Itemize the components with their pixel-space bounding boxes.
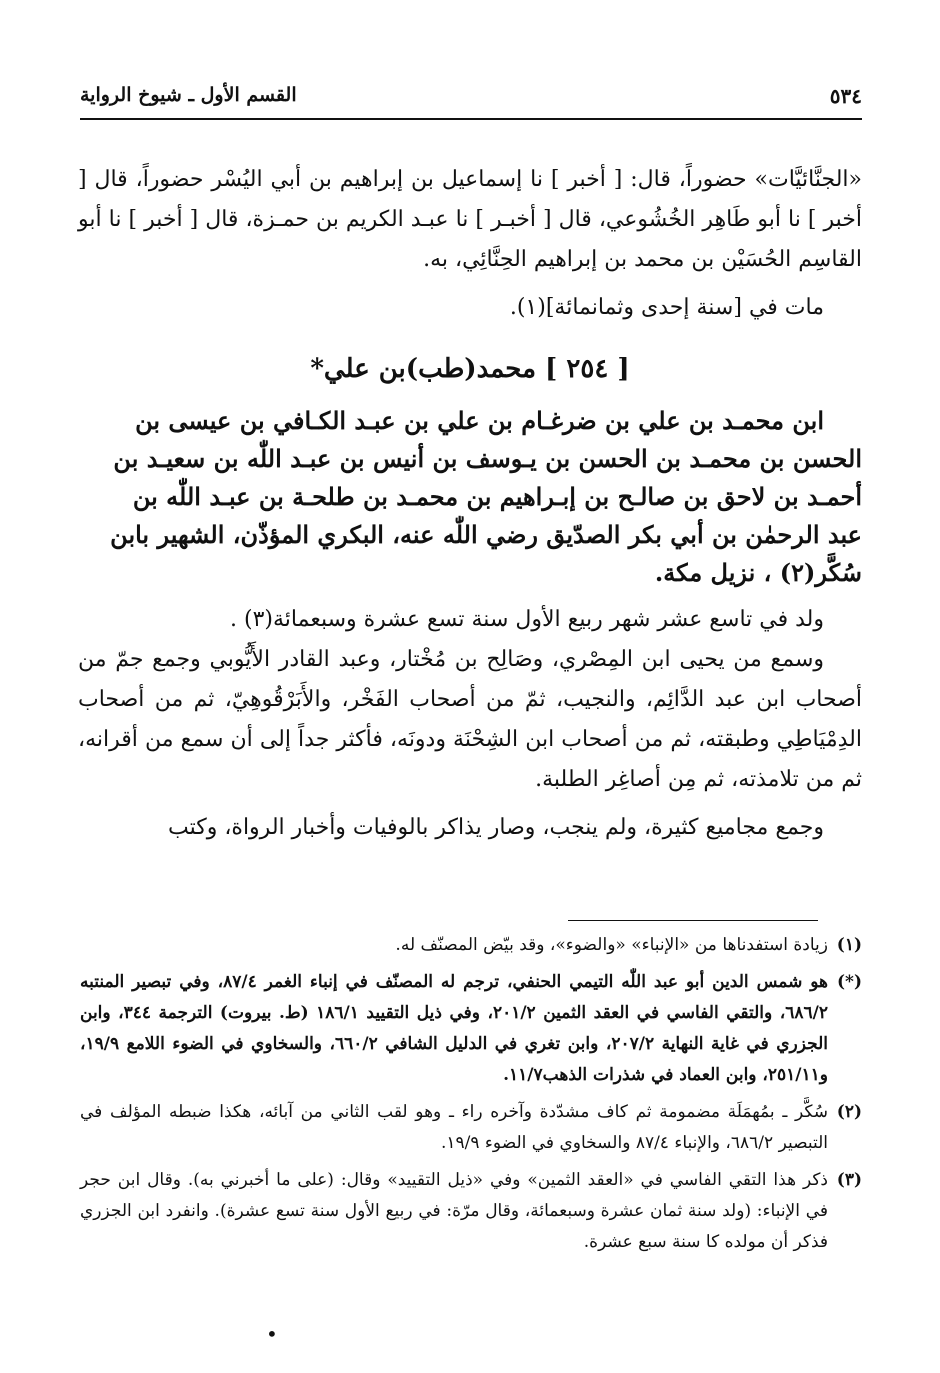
footnote xyxy=(80,1165,862,1258)
bio-line: سُكَّر(٢) ، نزيل مكة. xyxy=(654,558,862,587)
last-line: وجمع مجاميع كثيرة، ولم ينجب، وصار يذاكر بالوفيات وأخبار الرواة، وكتب xyxy=(167,815,824,840)
footnote-mark: (*) xyxy=(837,972,862,992)
continuation-paragraph: «الجنَّائيَّات» حضوراً، قال: [ أخبر ] نا إسماعيل بن إبراهيم بن أبي اليُسْر حضوراً، قال [ أخبر ] نا أبو طَاهِر الخُشُوعي، قال [ أخبـر ] نا عبـد الكريم بن حمـزة، قال [ أخبر ] نا أبو القاسِم الحُسَيْن بن محمد بن إبراهيم الحِنَّائِي، به. xyxy=(78,167,862,272)
footnote-divider xyxy=(568,920,818,921)
biography-name-block xyxy=(78,402,862,592)
main-text xyxy=(78,160,862,848)
footnote xyxy=(80,930,862,961)
death-line: مات في [سنة إحدى وثمانمائة](١). xyxy=(509,295,824,320)
birth-line: ولد في تاسع عشر شهر ربيع الأول سنة تسع عشرة وسبعمائة(٣) . xyxy=(230,607,824,632)
bio-line: عبد الرحمٰن بن أبي بكر الصدّيق رضي اللّٰه عنه، البكري المؤذّن، الشهير بابن xyxy=(110,520,862,549)
page-number: ٥٣٤ xyxy=(829,84,862,108)
footnote-text: سُكَّر ـ بمُهمَلَة مضمومة ثم كاف مشدّدة وآخره راء ـ وهو لقب الثاني من آبائه، هكذا ضبطه المؤلف في التبصير ٦٨٦/٢، والإنباء ٨٧/٤ والسخاوي في الضوء ١٩/٩. xyxy=(80,1102,828,1153)
footnote-mark: (٢) xyxy=(836,1102,862,1122)
bio-line: الحسن بن محمـد بن الحسن بن يـوسف بن أنيس بن عبـد اللّٰه بن سعيـد بن xyxy=(113,444,862,473)
footnote-text: هو شمس الدين أبو عبد اللّٰه التيمي الحنفي، ترجم له المصنّف في إنباء الغمر ٨٧/٤، وفي تبصير المنتبه ٦٨٦/٢، والتقي الفاسي في العقد الثمين ٢٠١/٢، وفي ذيل التقييد ١٨٦/١ (ط. بيروت) الترجمة ٣٤٤، وابن الجزري في غاية النهاية ٢٠٧/٢، وابن تغري في الدليل الشافي ٦٦٠/٢، والسخاوي في الضوء اللامع ١٩/٩، و٢٥١/١١، وابن العماد في شذرات الذهب١١/٧. xyxy=(80,972,828,1085)
footnote-text: ذكر هذا التقي الفاسي في «العقد الثمين» وفي «ذيل التقييد» وقال: (على ما أخبرني به). وقال ابن حجر في الإنباء: (ولد سنة ثمان عشرة وسبعمائة، وقال مرّة: في ربيع الأول سنة تسع عشرة). وانفرد ابن الجزري فذكر أن مولده كا سنة سبع عشرة. xyxy=(80,1170,828,1252)
footnote-mark: (٣) xyxy=(836,1170,862,1190)
running-title: القسم الأول ـ شيوخ الرواية xyxy=(80,84,297,106)
page-header xyxy=(80,84,862,120)
bio-line: ابن محمـد بن علي بن ضرغـام بن علي بن عبـد الكـافي بن عيسى بن xyxy=(135,406,824,435)
footnote xyxy=(80,967,862,1091)
bio-line: أحمـد بن لاحق بن صالـح بن إبـراهيم بن محمـد بن طلحـة بن عبـد اللّٰه بن xyxy=(132,482,862,511)
footnote xyxy=(80,1097,862,1159)
footnote-mark: (١) xyxy=(836,935,862,955)
entry-heading: [ ٢٥٤ ] محمد(طب)بن علي* xyxy=(310,354,630,384)
sama-paragraph: وسمع من يحيى ابن المِصْري، وصَالِح بن مُخْتار، وعبد القادر الأَيُّوبي وجمع جمّ من أصحاب ابن عبد الدَّائِم، والنجيب، ثمّ من أصحاب الفَخْر، والأَبَرْقُوهِيّ، ثم من أصحاب الدِمْيَاطِي وطبقته، ثم من أصحاب ابن الشِحْنَة ودونَه، فأكثر جداً إلى أن سمع من أقرانه، ثم من تلامذته، ثم مِن أصاغِر الطلبة. xyxy=(78,647,862,792)
footnote-text: زيادة استفدناها من «الإنباء» «والضوء»، وقد بيّض المصنّف له. xyxy=(395,935,828,955)
footnotes xyxy=(80,930,862,1264)
bottom-mark: • xyxy=(266,1322,278,1346)
